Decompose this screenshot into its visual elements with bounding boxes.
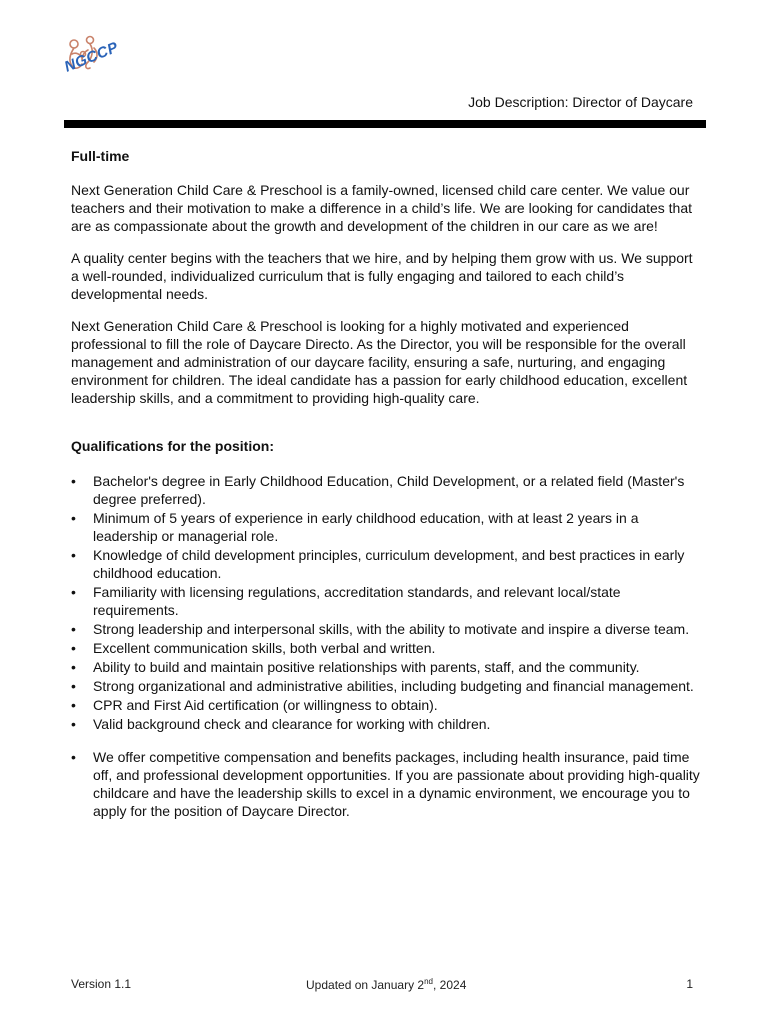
- list-item: • Strong organizational and administrative abilities, including budgeting and financial management.: [71, 677, 701, 695]
- list-item: • Knowledge of child development principles, curriculum development, and best practices in early childhood education.: [71, 546, 701, 582]
- curriculum-paragraph: A quality center begins with the teachers that we hire, and by helping them grow with us. We support a well-rounded, individualized curriculum that is fully engaging and tailored to each child’s developmental needs.: [71, 250, 693, 302]
- role-paragraph: Next Generation Child Care & Preschool is looking for a highly motivated and experienced professional to fill the role of Daycare Directo. As the Director, you will be responsible for the overall management and administration of our daycare facility, ensuring a safe, nurturing, and engaging environment for children. The ideal candidate has a passion for early childhood education, excellent leadership skills, and a commitment to providing high-quality care.: [71, 318, 688, 406]
- list-item: • Ability to build and maintain positive relationships with parents, staff, and the community.: [71, 658, 701, 676]
- footer-page-number: 1: [686, 977, 693, 991]
- offer-item: • We offer competitive compensation and benefits packages, including health insurance, paid time off, and professional development opportunities. If you are passionate about providing high-quality childcare and have the leadership skills to excel in a dynamic environment, we encourage you to apply for the position of Daycare Director.: [71, 748, 701, 820]
- qualifications-list: [71, 472, 701, 733]
- header-divider: [64, 120, 706, 128]
- list-item: • Minimum of 5 years of experience in early childhood education, with at least 2 years in a leadership or managerial role.: [71, 509, 701, 545]
- document-title: Job Description: Director of Daycare: [468, 94, 693, 110]
- employment-type-heading: Full-time: [71, 148, 130, 164]
- footer-version: Version 1.1: [71, 977, 132, 991]
- list-item: • Bachelor's degree in Early Childhood Education, Child Development, or a related field (Master's degree preferred).: [71, 472, 701, 508]
- intro-paragraph: Next Generation Child Care & Preschool is a family-owned, licensed child care center. We value our teachers and their motivation to make a difference in a child’s life. We are looking for candidates that are as compassionate about the growth and development of the children in our care as we are!: [71, 182, 693, 234]
- logo-text: NGCCP: [62, 38, 121, 76]
- document-body: [71, 147, 701, 821]
- offer-list: [71, 748, 701, 820]
- list-item: • Excellent communication skills, both verbal and written.: [71, 639, 701, 657]
- qualifications-heading: Qualifications for the position:: [71, 438, 274, 454]
- footer-updated-suffix: nd: [424, 977, 433, 986]
- list-item: • Strong leadership and interpersonal skills, with the ability to motivate and inspire a diverse team.: [71, 620, 701, 638]
- list-item: • Valid background check and clearance for working with children.: [71, 715, 701, 733]
- footer-updated-prefix: Updated on January 2: [306, 978, 425, 992]
- list-item: • Familiarity with licensing regulations, accreditation standards, and relevant local/state requirements.: [71, 583, 701, 619]
- footer-updated: [306, 977, 466, 992]
- list-item: • CPR and First Aid certification (or willingness to obtain).: [71, 696, 701, 714]
- footer-updated-year: , 2024: [433, 978, 467, 992]
